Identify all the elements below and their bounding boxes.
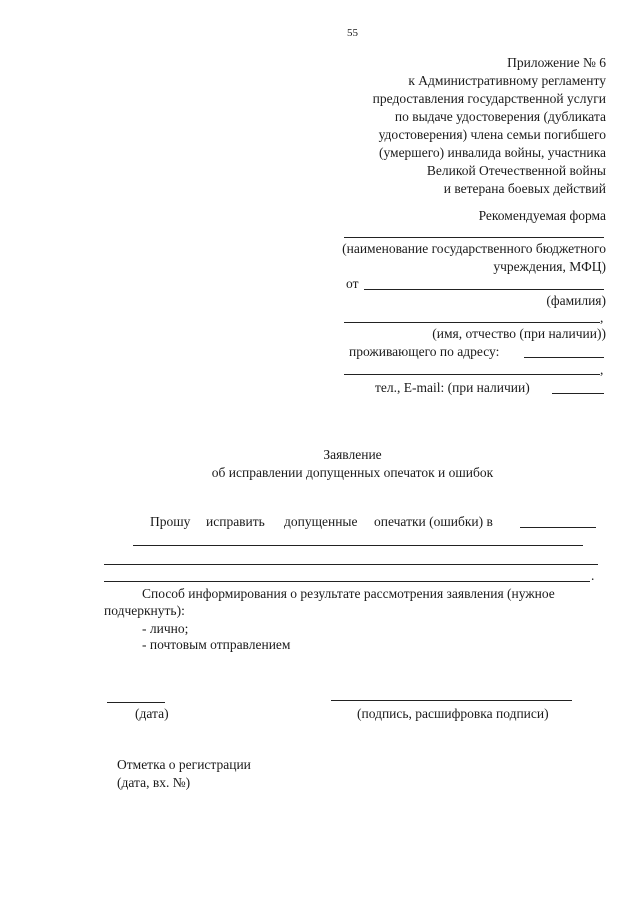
date-hint: (дата)	[135, 706, 169, 721]
signature-field[interactable]	[331, 700, 572, 701]
institution-hint: (наименование государственного бюджетного	[342, 241, 606, 256]
document-subtitle: об исправлении допущенных опечаток и ошибок	[211, 465, 494, 480]
request-word: исправить	[206, 514, 265, 529]
appendix-line: Великой Отечественной войны	[426, 163, 606, 178]
errors-field-line[interactable]	[104, 581, 590, 582]
appendix-line: к Административному регламенту	[408, 73, 606, 88]
registration-details: (дата, вх. №)	[117, 775, 191, 790]
appendix-line: (умершего) инвалида войны, участника	[378, 145, 606, 160]
request-word: опечатки (ошибки) в	[374, 514, 493, 529]
name-hint: (имя, отчество (при наличии))	[432, 326, 606, 341]
address-label: проживающего по адресу:	[349, 344, 500, 359]
institution-field[interactable]	[344, 237, 604, 238]
address-field[interactable]	[524, 357, 604, 358]
appendix-line: по выдаче удостоверения (дубликата	[394, 109, 606, 124]
notification-method-text: подчеркнуть):	[104, 603, 185, 618]
document-field[interactable]	[520, 527, 596, 528]
surname-hint: (фамилия)	[546, 293, 606, 308]
appendix-title: Приложение № 6	[507, 55, 606, 70]
appendix-line: удостоверения) члена семьи погибшего	[378, 127, 606, 142]
comma: ,	[600, 310, 604, 325]
comma: ,	[600, 362, 604, 377]
contacts-label: тел., E-mail: (при наличии)	[375, 380, 530, 395]
errors-field-line[interactable]	[133, 545, 583, 546]
recommended-form-label: Рекомендуемая форма	[478, 208, 606, 223]
document-title: Заявление	[323, 447, 382, 462]
option-by-post[interactable]: - почтовым отправлением	[142, 637, 291, 652]
errors-field-line[interactable]	[104, 564, 598, 565]
request-word: допущенные	[284, 514, 358, 529]
surname-field[interactable]	[364, 289, 604, 290]
registration-mark: Отметка о регистрации	[117, 757, 251, 772]
appendix-line: и ветерана боевых действий	[443, 181, 606, 196]
institution-hint: учреждения, МФЦ)	[493, 259, 606, 274]
from-label: от	[346, 276, 359, 291]
contacts-field[interactable]	[552, 393, 604, 394]
request-word: Прошу	[150, 514, 191, 529]
option-in-person[interactable]: - лично;	[142, 621, 189, 636]
appendix-line: предоставления государственной услуги	[372, 91, 606, 106]
notification-method-text: Способ информирования о результате рассмотрения заявления (нужное	[142, 586, 555, 601]
name-field[interactable]	[344, 322, 600, 323]
date-field[interactable]	[107, 702, 165, 703]
period: .	[591, 568, 595, 583]
signature-hint: (подпись, расшифровка подписи)	[357, 706, 549, 721]
address-field-continued[interactable]	[344, 374, 600, 375]
page-number: 55	[347, 27, 358, 39]
